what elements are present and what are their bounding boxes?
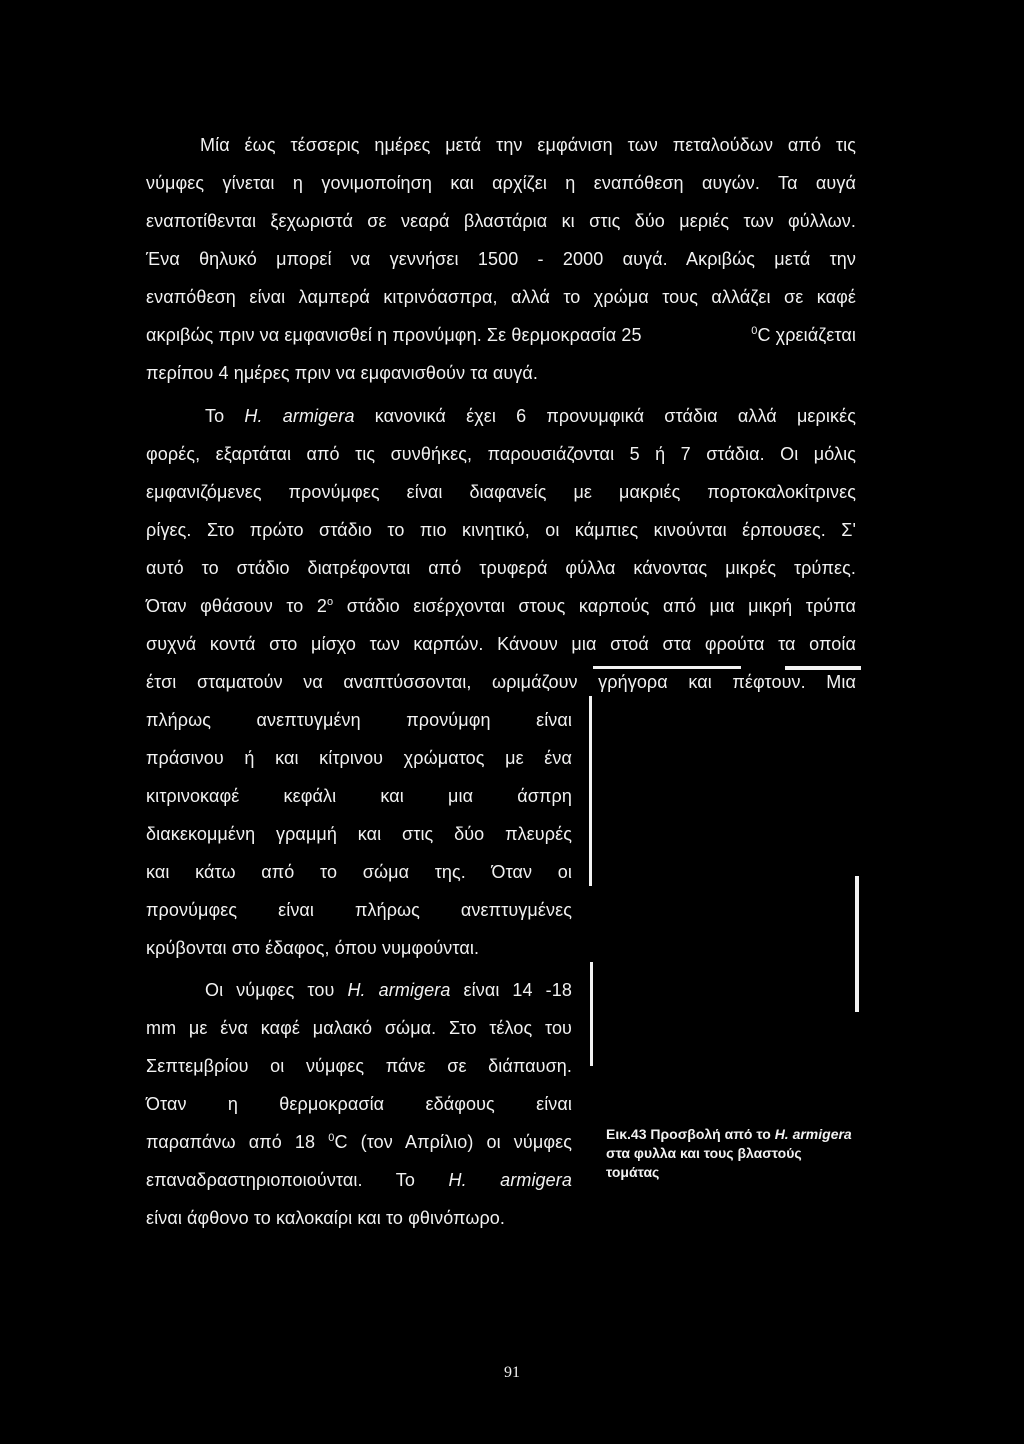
p3-line-6 (146, 1169, 572, 1191)
ordinal-sup: ο (327, 596, 334, 608)
species-name: H. armigera (774, 1126, 852, 1142)
p3-line-5-b: C (τον Απρίλιο) οι νύμφες (334, 1132, 572, 1152)
col-line-4: διακεκομμένη γραμμή και στις δύο πλευρές (146, 824, 572, 844)
frame-edge (785, 666, 861, 670)
p3-line-1-b: είναι 14 -18 (450, 980, 572, 1000)
p1-line-6-temp (751, 324, 856, 346)
page-number: 91 (504, 1364, 520, 1381)
p2-line-6 (146, 595, 856, 617)
col-line-2: πράσινου ή και κίτρινου χρώματος με ένα (146, 748, 572, 768)
col-line-7: κρύβονται στο έδαφος, όπου νυμφούνται. (146, 938, 480, 958)
figure-photo (589, 666, 861, 1066)
species-name: H. armigera (448, 1170, 572, 1190)
p3-line-5-a: παραπάνω από 18 (146, 1132, 329, 1152)
p2-line-6-a: Όταν φθάσουν το 2 (146, 596, 327, 616)
p1-line-4: Ένα θηλυκό μπορεί να γεννήσει 1500 - 2000 αυγά. Ακριβώς μετά την (146, 249, 856, 269)
p2-line-4: ρίγες. Στο πρώτο στάδιο το πιο κινητικό, οι κάμπιες κινούνται έρπουσες. Σ' (146, 520, 856, 540)
p2-line-5: αυτό το στάδιο διατρέφονται από τρυφερά φύλλα κάνοντας μικρές τρύπες. (146, 558, 856, 578)
p1-line-6-text: ακριβώς πριν να εμφανισθεί η προνύμφη. Σε θερμοκρασία 25 (146, 325, 642, 345)
p3-line-1-a: Οι νύμφες του (205, 980, 348, 1000)
p2-line-7: συχνά κοντά στο μίσχο των καρπών. Κάνουν μια στοά στα φρούτα τα οποία (146, 634, 856, 654)
p3-line-2: mm με ένα καφέ μαλακό σώμα. Στο τέλος του (146, 1018, 572, 1038)
p1-line-6-tail: C χρειάζεται (757, 325, 856, 345)
species-name: H. armigera (347, 980, 451, 1000)
p1-line-3: εναποτίθενται ξεχωριστά σε νεαρά βλαστάρια κι στις δύο μεριές των φύλλων. (146, 211, 856, 231)
frame-edge (855, 876, 859, 1012)
frame-edge (593, 666, 741, 669)
col-line-3: κιτρινοκαφέ κεφάλι και μια άσπρη (146, 786, 572, 806)
col-line-1: πλήρως ανεπτυγμένη προνύμφη είναι (146, 710, 572, 730)
frame-edge (590, 962, 593, 1066)
p1-line-2: νύμφες γίνεται η γονιμοποίηση και αρχίζει η εναπόθεση αυγών. Τα αυγά (146, 173, 856, 193)
p3-line-1 (205, 979, 572, 1001)
p3-line-4: Όταν η θερμοκρασία εδάφους είναι (146, 1094, 572, 1114)
p1-line-1: Μία έως τέσσερις ημέρες μετά την εμφάνιση των πεταλούδων από τις (200, 135, 856, 155)
p2-line-6-b: στάδιο εισέρχονται στους καρπούς από μια μικρή τρύπα (333, 596, 856, 616)
degree-sup: 0 (328, 1132, 335, 1144)
frame-edge (589, 696, 592, 886)
p2-line-1 (205, 405, 856, 427)
p2-line-3: εμφανιζόμενες προνύμφες είναι διαφανείς με μακριές πορτοκαλοκίτρινες (146, 482, 856, 502)
p1-line-6 (146, 324, 856, 346)
col-line-5: και κάτω από το σώμα της. Όταν οι (146, 862, 572, 882)
p3-line-6-a: επαναδραστηριοποιούνται. Το (146, 1170, 449, 1190)
caption-a: Εικ.43 Προσβολή από το (606, 1126, 775, 1142)
degree-sup: 0 (751, 325, 758, 337)
p2-line-1-b: κανονικά έχει 6 προνυμφικά στάδια αλλά μερικές (354, 406, 856, 426)
p1-line-5: εναπόθεση είναι λαμπερά κιτρινόασπρα, αλλά το χρώμα τους αλλάζει σε καφέ (146, 287, 856, 307)
figure-caption (606, 1125, 856, 1182)
p2-line-1-a: Το (205, 406, 245, 426)
p3-line-5 (146, 1131, 572, 1153)
p2-line-2: φορές, εξαρτάται από τις συνθήκες, παρουσιάζονται 5 ή 7 στάδια. Οι μόλις (146, 444, 856, 464)
p3-line-7: είναι άφθονο το καλοκαίρι και το φθινόπωρο. (146, 1208, 506, 1228)
p1-line-7: περίπου 4 ημέρες πριν να εμφανισθούν τα αυγά. (146, 363, 538, 383)
p3-line-3: Σεπτεμβρίου οι νύμφες πάνε σε διάπαυση. (146, 1056, 572, 1076)
caption-b: στα φυλλα και τους βλαστούς τομάτας (606, 1145, 802, 1180)
col-line-6: προνύμφες είναι πλήρως ανεπτυγμένες (146, 900, 572, 920)
species-name: H. armigera (244, 406, 355, 426)
p2-line-8: έτσι σταματούν να αναπτύσσονται, ωριμάζουν γρήγορα και πέφτουν. Μια (146, 672, 856, 692)
